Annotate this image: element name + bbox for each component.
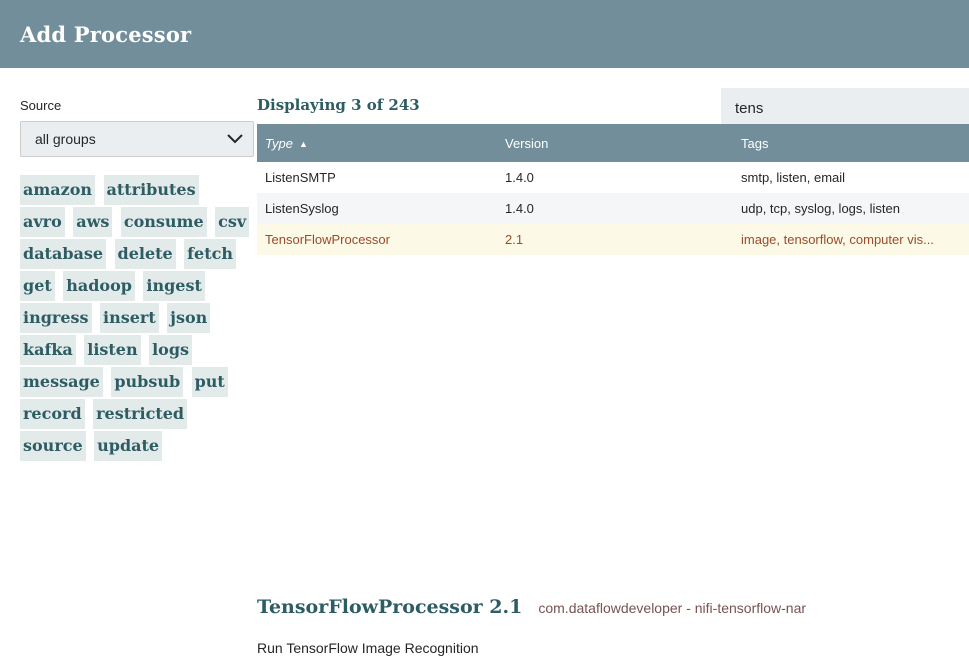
cell-version: 1.4.0: [497, 193, 733, 224]
tag-item[interactable]: json: [167, 303, 210, 333]
tag-item[interactable]: kafka: [20, 335, 76, 365]
tag-item[interactable]: pubsub: [111, 367, 183, 397]
results-count: Displaying 3 of 243: [257, 96, 420, 114]
tag-item[interactable]: ingress: [20, 303, 92, 333]
tag-item[interactable]: listen: [84, 335, 140, 365]
tag-item[interactable]: restricted: [93, 399, 187, 429]
tag-item[interactable]: avro: [20, 207, 65, 237]
tag-item[interactable]: source: [20, 431, 86, 461]
tag-item[interactable]: logs: [149, 335, 192, 365]
cell-version: 1.4.0: [497, 162, 733, 193]
cell-tags: udp, tcp, syslog, logs, listen: [733, 193, 969, 224]
tag-item[interactable]: fetch: [184, 239, 236, 269]
cell-tags: image, tensorflow, computer vis...: [733, 224, 969, 255]
source-group-select[interactable]: [20, 121, 254, 157]
table-row[interactable]: [257, 162, 969, 193]
tag-item[interactable]: delete: [115, 239, 176, 269]
tag-item[interactable]: csv: [215, 207, 249, 237]
cell-type: ListenSyslog: [257, 193, 497, 224]
tag-item[interactable]: ingest: [143, 271, 204, 301]
column-header-version[interactable]: [497, 124, 733, 162]
table-row[interactable]: [257, 224, 969, 255]
column-header-tags[interactable]: [733, 124, 969, 162]
tag-item[interactable]: aws: [73, 207, 112, 237]
chevron-down-icon: [227, 134, 243, 144]
tag-item[interactable]: amazon: [20, 175, 95, 205]
tag-item[interactable]: message: [20, 367, 103, 397]
tag-item[interactable]: update: [94, 431, 162, 461]
tag-item[interactable]: get: [20, 271, 55, 301]
processor-details: [257, 596, 969, 656]
source-group-selected-value: all groups: [35, 131, 96, 147]
column-header-type[interactable]: [257, 124, 497, 162]
column-header-version-label: Version: [505, 135, 549, 151]
cell-version: 2.1: [497, 224, 733, 255]
column-header-tags-label: Tags: [741, 135, 769, 151]
processor-table: [257, 124, 969, 255]
page-title: Add Processor: [20, 21, 192, 47]
tag-item[interactable]: insert: [100, 303, 159, 333]
processor-name: TensorFlowProcessor 2.1: [257, 596, 523, 618]
processor-bundle: com.dataflowdeveloper - nifi-tensorflow-nar: [538, 600, 807, 616]
cell-type: ListenSMTP: [257, 162, 497, 193]
tag-item[interactable]: hadoop: [63, 271, 135, 301]
cell-type: TensorFlowProcessor: [257, 224, 497, 255]
dialog-body: [0, 68, 969, 661]
tag-item[interactable]: attributes: [104, 175, 199, 205]
cell-tags: smtp, listen, email: [733, 162, 969, 193]
processor-list-panel: [257, 68, 969, 661]
processor-details-header: [257, 596, 969, 618]
tag-item[interactable]: put: [192, 367, 228, 397]
tag-item[interactable]: consume: [121, 207, 207, 237]
processor-description: Run TensorFlow Image Recognition: [257, 640, 479, 656]
tag-cloud: [20, 175, 254, 463]
source-label: Source: [20, 98, 62, 113]
sort-asc-caret-icon: ▲: [298, 139, 308, 150]
search-input[interactable]: [721, 88, 969, 128]
table-header-row: [257, 124, 969, 162]
dialog-header: [0, 0, 969, 68]
tag-item[interactable]: database: [20, 239, 106, 269]
source-filter-panel: [20, 98, 254, 463]
table-row[interactable]: [257, 193, 969, 224]
column-header-type-label: Type: [265, 135, 293, 151]
tag-item[interactable]: record: [20, 399, 85, 429]
